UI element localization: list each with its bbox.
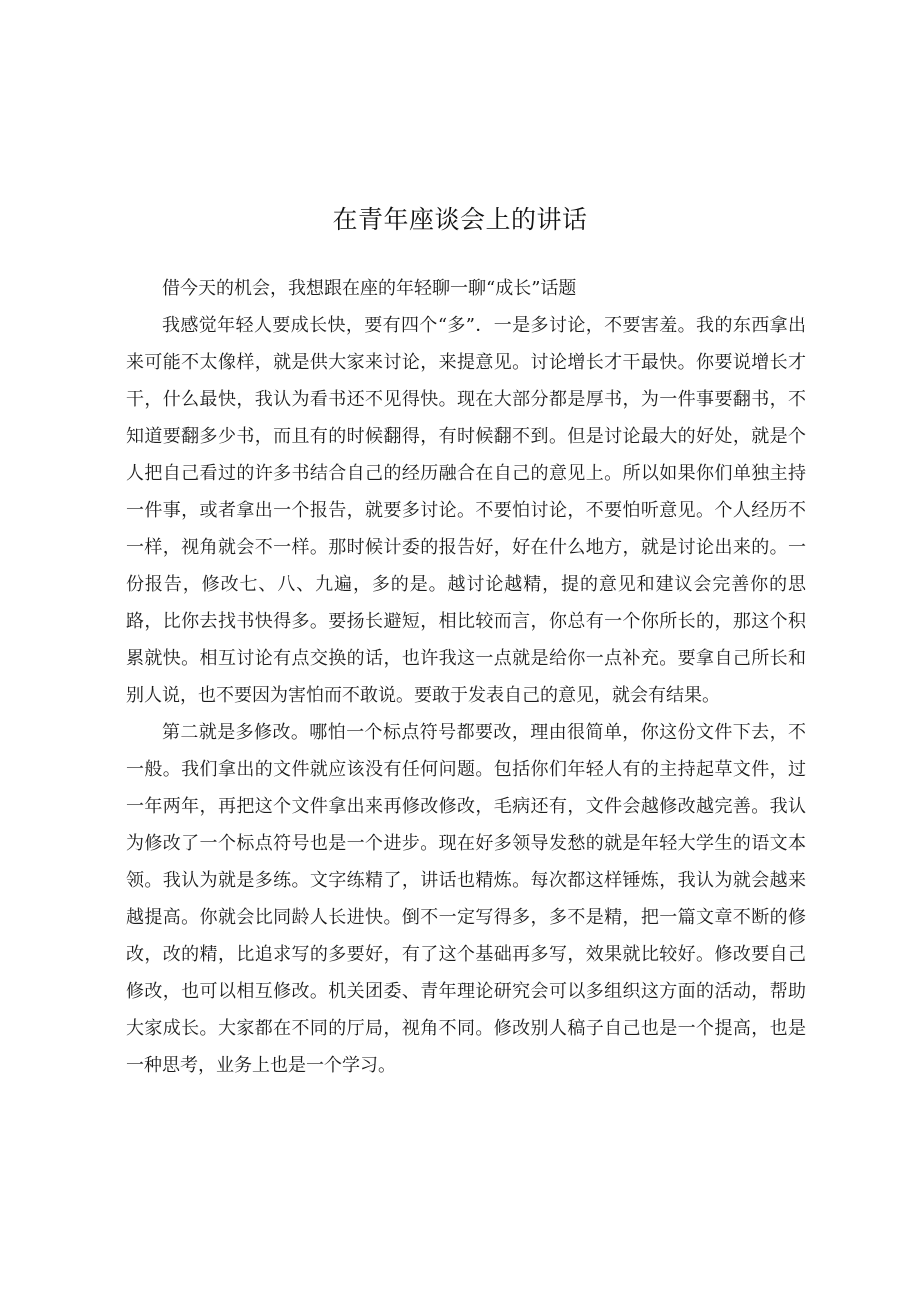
paragraph-intro: 借今天的机会，我想跟在座的年轻聊一聊“成长”话题 xyxy=(162,278,577,299)
document-body xyxy=(126,270,806,1084)
document-title: 在青年座谈会上的讲话 xyxy=(332,205,588,234)
paragraph-revision: 第二就是多修改。哪怕一个标点符号都要改，理由很简单，你这份文件下去，不一般。我们拿出的文件就应该没有任何问题。包括你们年轻人有的主持起草文件，过一年两年，再把这个文件拿出来再修改修改，毛病还有，文件会越修改越完善。我认为修改了一个标点符号也是一个进步。现在好多领导发愁的就是年轻大学生的语文本领。我认为就是多练。文字练精了，讲话也精炼。每次都这样锤炼，我认为就会越来越提高。你就会比同龄人长进快。倒不一定写得多，多不是精，把一篇文章不断的修改，改的精，比追求写的多要好，有了这个基础再多写，效果就比较好。修改要自己修改，也可以相互修改。机关团委、青年理论研究会可以多组织这方面的活动，帮助大家成长。大家都在不同的厅局，视角不同。修改别人稿子自己也是一个提高，也是一种思考，业务上也是一个学习。 xyxy=(126,722,806,1076)
paragraph-discussion: 我感觉年轻人要成长快，要有四个“多”．一是多讨论，不要害羞。我的东西拿出来可能不太像样，就是供大家来讨论，来提意见。讨论增长才干最快。你要说增长才干，什么最快，我认为看书还不见得快。现在大部分都是厚书，为一件事要翻书，不知道要翻多少书，而且有的时候翻得，有时候翻不到。但是讨论最大的好处，就是个人把自己看过的许多书结合自己的经历融合在自己的意见上。所以如果你们单独主持一件事，或者拿出一个报告，就要多讨论。不要怕讨论，不要怕听意见。个人经历不一样，视角就会不一样。那时候计委的报告好，好在什么地方，就是讨论出来的。一份报告，修改七、八、九遍，多的是。越讨论越精，提的意见和建议会完善你的思路，比你去找书快得多。要扬长避短，相比较而言，你总有一个你所长的，那这个积累就快。相互讨论有点交换的话，也许我这一点就是给你一点补充。要拿自己所长和别人说，也不要因为害怕而不敢说。要敢于发表自己的意见，就会有结果。 xyxy=(126,315,806,706)
